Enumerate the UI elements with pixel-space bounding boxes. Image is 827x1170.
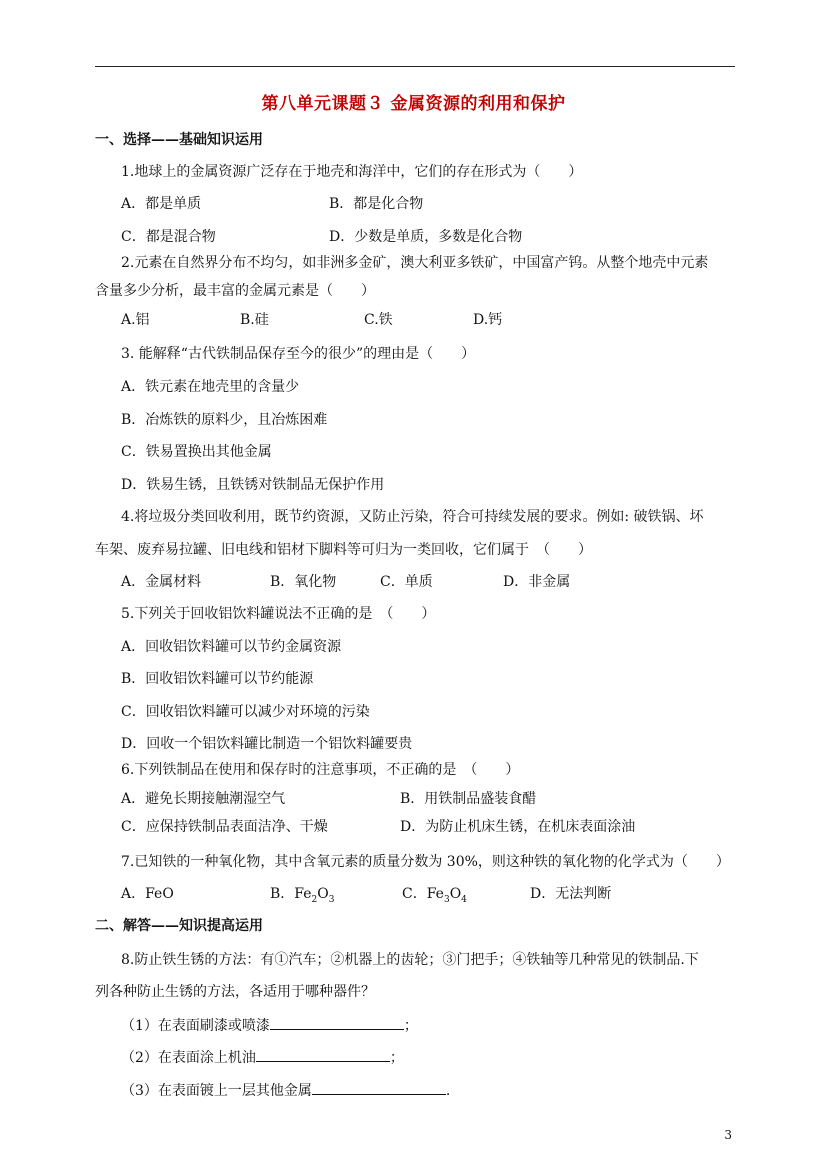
question-7-option-d: D．无法判断 — [530, 886, 612, 902]
section-heading-1: 一、选择——基础知识运用 — [95, 132, 263, 148]
question-4-stem-line1: 4.将垃圾分类回收利用，既节约资源，又防止污染，符合可持续发展的要求。例如: 破铁锅、坏 — [121, 509, 704, 525]
question-4-option-c: C．单质 — [380, 574, 433, 590]
answer-blank-1[interactable] — [270, 1016, 404, 1030]
question-3-option-a: A．铁元素在地壳里的含量少 — [121, 379, 300, 395]
question-7-stem: 7.已知铁的一种氧化物，其中含氧元素的质量分数为 30%，则这种铁的氧化物的化学式为（ ） — [121, 854, 730, 870]
question-8-part-3: （3）在表面镀上一层其他金属 . — [121, 1083, 451, 1099]
section-heading-2: 二、解答——知识提高运用 — [95, 918, 263, 934]
question-7-option-b: B．$Fe_2O_3$ — [270, 886, 335, 905]
question-3-option-c: C．铁易置换出其他金属 — [121, 444, 272, 460]
question-2-option-d: D.钙 — [473, 312, 503, 328]
question-2-option-c: C.铁 — [364, 312, 393, 328]
page-title: 第八单元课题３ 金属资源的利用和保护 — [261, 94, 566, 114]
question-4-option-d: D．非金属 — [503, 574, 571, 590]
answer-blank-2[interactable] — [256, 1048, 390, 1062]
question-6-option-d: D．为防止机床生锈，在机床表面涂油 — [400, 819, 636, 835]
question-6-option-a: A．避免长期接触潮湿空气 — [121, 791, 286, 807]
question-8-part-2: （2）在表面涂上机油 ； — [121, 1050, 404, 1066]
question-5-option-c: C．回收铝饮料罐可以减少对环境的污染 — [121, 704, 370, 720]
page-number: 3 — [724, 1128, 732, 1142]
question-3-stem: 3. 能解释“古代铁制品保存至今的很少”的理由是（ ） — [121, 346, 476, 362]
question-1-option-d: D．少数是单质，多数是化合物 — [329, 229, 523, 245]
question-4-option-b: B．氧化物 — [270, 574, 337, 590]
question-4-option-a: A．金属材料 — [121, 574, 202, 590]
question-2-option-a: A.铝 — [121, 312, 150, 328]
question-1-stem: 1.地球上的金属资源广泛存在于地壳和海洋中，它们的存在形式为（ ） — [121, 164, 583, 180]
question-5-option-b: B．回收铝饮料罐可以节约能源 — [121, 671, 314, 687]
question-1-option-b: B．都是化合物 — [329, 196, 424, 212]
question-4-stem-line2: 车架、废弃易拉罐、旧电线和铝材下脚料等可归为一类回收，它们属于 （ ） — [95, 542, 592, 558]
question-6-stem: 6.下列铁制品在使用和保存时的注意事项，不正确的是 （ ） — [121, 762, 520, 778]
question-2-stem-line1: 2.元素在自然界分布不均匀，如非洲多金矿，澳大利亚多铁矿，中国富产钨。从整个地壳中元素 — [121, 255, 709, 271]
question-2-stem-line2: 含量多少分析，最丰富的金属元素是（ ） — [95, 283, 375, 299]
question-1-option-a: A．都是单质 — [121, 196, 202, 212]
question-5-stem: 5.下列关于回收铝饮料罐说法不正确的是 （ ） — [121, 606, 436, 622]
question-8-stem-line1: 8.防止铁生锈的方法：有①汽车；②机器上的齿轮；③门把手；④铁轴等几种常见的铁制品.下 — [121, 952, 699, 968]
question-3-option-b: B．冶炼铁的原料少，且冶炼困难 — [121, 412, 328, 428]
question-2-option-b: B.硅 — [240, 312, 269, 328]
question-5-option-d: D．回收一个铝饮料罐比制造一个铝饮料罐要贵 — [121, 736, 413, 752]
question-7-option-a: A．FeO — [121, 886, 174, 902]
question-8-stem-line2: 列各种防止生锈的方法，各适用于哪种器件？ — [95, 984, 375, 1000]
question-5-option-a: A．回收铝饮料罐可以节约金属资源 — [121, 639, 342, 655]
question-7-option-c: C．$Fe_3O_4$ — [402, 886, 467, 905]
question-1-option-c: C．都是混合物 — [121, 229, 216, 245]
question-3-option-d: D．铁易生锈，且铁锈对铁制品无保护作用 — [121, 477, 385, 493]
header-rule — [95, 66, 735, 67]
answer-blank-3[interactable] — [312, 1081, 446, 1095]
question-6-option-b: B．用铁制品盛装食醋 — [400, 791, 537, 807]
question-8-part-1: （1）在表面刷漆或喷漆 ； — [121, 1018, 418, 1034]
question-6-option-c: C．应保持铁制品表面洁净、干燥 — [121, 819, 328, 835]
